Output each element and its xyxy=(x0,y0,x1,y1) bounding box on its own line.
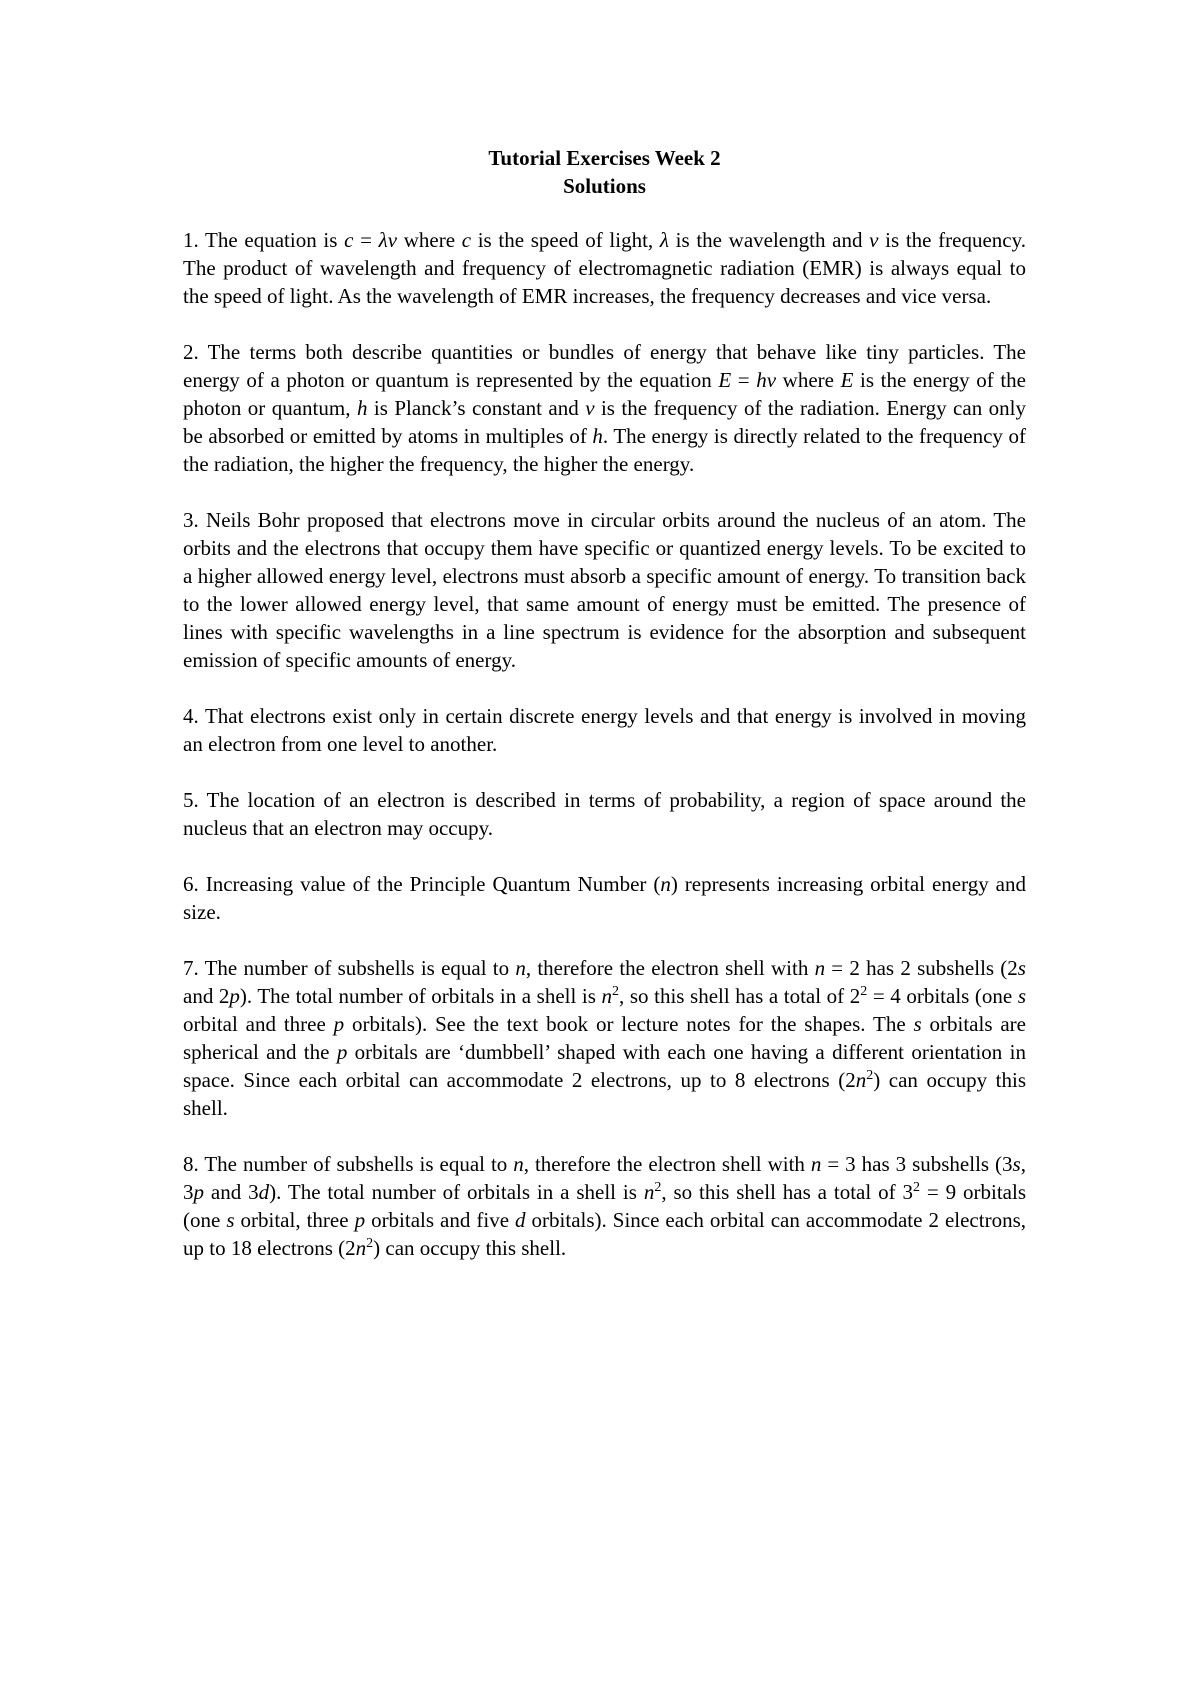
italic-symbol: s xyxy=(226,1208,235,1232)
answer-6 xyxy=(183,870,1026,926)
answer-text: and 3 xyxy=(204,1180,259,1204)
answer-number: 3. xyxy=(183,508,199,532)
answer-text: orbitals are spherical and the xyxy=(183,1012,1026,1064)
document-page xyxy=(183,0,1026,1290)
superscript: 2 xyxy=(612,984,620,999)
italic-symbol: p xyxy=(193,1180,204,1204)
answer-text: orbitals are ‘dumbbell’ shaped with each one having a different orientation in space. Since each orbital can accommodate 2 electrons, up to 8 electrons (2 xyxy=(183,1040,1026,1092)
italic-symbol: E xyxy=(840,368,854,392)
answer-text: The number of subshells is equal to xyxy=(198,1152,514,1176)
italic-symbol: p xyxy=(336,1040,348,1064)
italic-symbol: s xyxy=(1017,956,1026,980)
superscript: 2 xyxy=(860,984,868,999)
answer-text: orbital, three xyxy=(234,1208,355,1232)
answer-text: ) can occupy this shell. xyxy=(183,1068,1026,1120)
italic-symbol: n xyxy=(513,1152,524,1176)
italic-symbol: n xyxy=(814,956,826,980)
italic-symbol: n xyxy=(643,1180,655,1204)
answer-text: , therefore the electron shell with xyxy=(525,956,815,980)
italic-symbol: n xyxy=(515,956,526,980)
answer-2 xyxy=(183,338,1026,478)
answer-text: ) represents increasing orbital energy and size. xyxy=(183,872,1026,924)
answer-text: Neils Bohr proposed that electrons move in circular orbits around the nucleus of an atom. The orbits and the electrons that occupy them have specific or quantized energy levels. To be excited to a higher allowed energy level, electrons must absorb a specific amount of energy. To transition back to the lower allowed energy level, that same amount of energy must be emitted. The presence of lines with specific wavelengths in a line spectrum is evidence for the absorption and subsequent emission of specific amounts of energy. xyxy=(183,508,1026,672)
italic-symbol: h xyxy=(356,396,368,420)
answer-text: ). The total number of orbitals in a shell is xyxy=(239,984,602,1008)
answer-3 xyxy=(183,506,1026,674)
answer-text: is Planck’s constant and xyxy=(367,396,586,420)
answer-text: = xyxy=(731,368,757,392)
answer-number: 2. xyxy=(183,340,199,364)
answer-text: ). The total number of orbitals in a shell is xyxy=(269,1180,644,1204)
answer-text: = 4 orbitals (one xyxy=(867,984,1018,1008)
italic-symbol: s xyxy=(1017,984,1026,1008)
italic-symbol: E xyxy=(718,368,732,392)
answer-number: 8. xyxy=(183,1152,199,1176)
answer-text: = 2 has 2 subshells (2 xyxy=(825,956,1018,980)
italic-symbol: p xyxy=(354,1208,366,1232)
superscript: 2 xyxy=(866,1068,874,1083)
italic-symbol: s xyxy=(1012,1152,1021,1176)
italic-symbol: λ xyxy=(659,228,669,252)
italic-symbol: s xyxy=(913,1012,922,1036)
answer-text: is the energy of the photon or quantum, xyxy=(183,368,1026,420)
italic-symbol: d xyxy=(258,1180,270,1204)
italic-symbol: ν xyxy=(869,228,879,252)
answer-number: 1. xyxy=(183,228,199,252)
answer-text: , so this shell has a total of 3 xyxy=(661,1180,913,1204)
answer-text: The terms both describe quantities or bundles of energy that behave like tiny particles. The energy of a photon or quantum is represented by the equation xyxy=(183,340,1026,392)
answer-text: where xyxy=(776,368,841,392)
answer-text: Increasing value of the Principle Quantum Number ( xyxy=(198,872,661,896)
answer-text: is the frequency. The product of wavelength and frequency of electromagnetic radiation (EMR) is always equal to the speed of light. As the wavelength of EMR increases, the frequency decreases and vice versa. xyxy=(183,228,1027,308)
document-title: Tutorial Exercises Week 2 xyxy=(488,146,721,170)
italic-symbol: n xyxy=(660,872,671,896)
answer-number: 6. xyxy=(183,872,199,896)
answer-text: , 3 xyxy=(183,1152,1026,1204)
italic-symbol: d xyxy=(515,1208,526,1232)
italic-symbol: n xyxy=(601,984,613,1008)
answer-number: 4. xyxy=(183,704,199,728)
answer-number: 7. xyxy=(183,956,199,980)
answer-8 xyxy=(183,1150,1026,1262)
answer-text: = 3 has 3 subshells (3 xyxy=(821,1152,1013,1176)
answer-text: The location of an electron is described in terms of probability, a region of space around the nucleus that an electron may occupy. xyxy=(183,788,1026,840)
answer-text: The equation is xyxy=(198,228,345,252)
answer-text: is the frequency of the radiation. Energy can only be absorbed or emitted by atoms in multiples of xyxy=(183,396,1026,448)
answer-text: orbitals and five xyxy=(365,1208,516,1232)
superscript: 2 xyxy=(654,1180,662,1195)
answer-5 xyxy=(183,786,1026,842)
italic-symbol: n xyxy=(355,1236,367,1260)
answer-4 xyxy=(183,702,1026,758)
italic-symbol: p xyxy=(229,984,240,1008)
answer-text: orbitals). See the text book or lecture notes for the shapes. The xyxy=(344,1012,914,1036)
answer-text: , so this shell has a total of 2 xyxy=(619,984,861,1008)
title-block xyxy=(183,144,1026,200)
answer-text: = xyxy=(353,228,379,252)
italic-symbol: ν xyxy=(585,396,595,420)
answer-text: The number of subshells is equal to xyxy=(198,956,516,980)
answer-list xyxy=(183,226,1026,1262)
italic-symbol: h xyxy=(592,424,603,448)
answer-text: = 9 orbitals (one xyxy=(183,1180,1027,1232)
answer-text: , therefore the electron shell with xyxy=(523,1152,811,1176)
answer-7 xyxy=(183,954,1026,1122)
answer-text: where xyxy=(397,228,462,252)
answer-1 xyxy=(183,226,1026,310)
italic-symbol: c xyxy=(461,228,472,252)
italic-symbol: n xyxy=(810,1152,822,1176)
italic-symbol: n xyxy=(855,1068,867,1092)
answer-text: orbitals). Since each orbital can accommodate 2 electrons, up to 18 electrons (2 xyxy=(183,1208,1026,1260)
italic-symbol: p xyxy=(333,1012,345,1036)
italic-symbol: c xyxy=(344,228,354,252)
answer-number: 5. xyxy=(183,788,199,812)
superscript: 2 xyxy=(913,1180,920,1195)
document-subtitle: Solutions xyxy=(563,174,646,198)
answer-text: . The energy is directly related to the frequency of the radiation, the higher the frequency, the higher the energy. xyxy=(183,424,1026,476)
answer-text: is the wavelength and xyxy=(668,228,870,252)
answer-text: ) can occupy this shell. xyxy=(373,1236,567,1260)
answer-text: is the speed of light, xyxy=(471,228,660,252)
italic-symbol: λν xyxy=(378,228,398,252)
answer-text: orbital and three xyxy=(183,1012,334,1036)
superscript: 2 xyxy=(366,1236,374,1251)
answer-text: That electrons exist only in certain discrete energy levels and that energy is involved in moving an electron from one level to another. xyxy=(183,704,1026,756)
answer-text: and 2 xyxy=(183,984,230,1008)
italic-symbol: hν xyxy=(756,368,777,392)
